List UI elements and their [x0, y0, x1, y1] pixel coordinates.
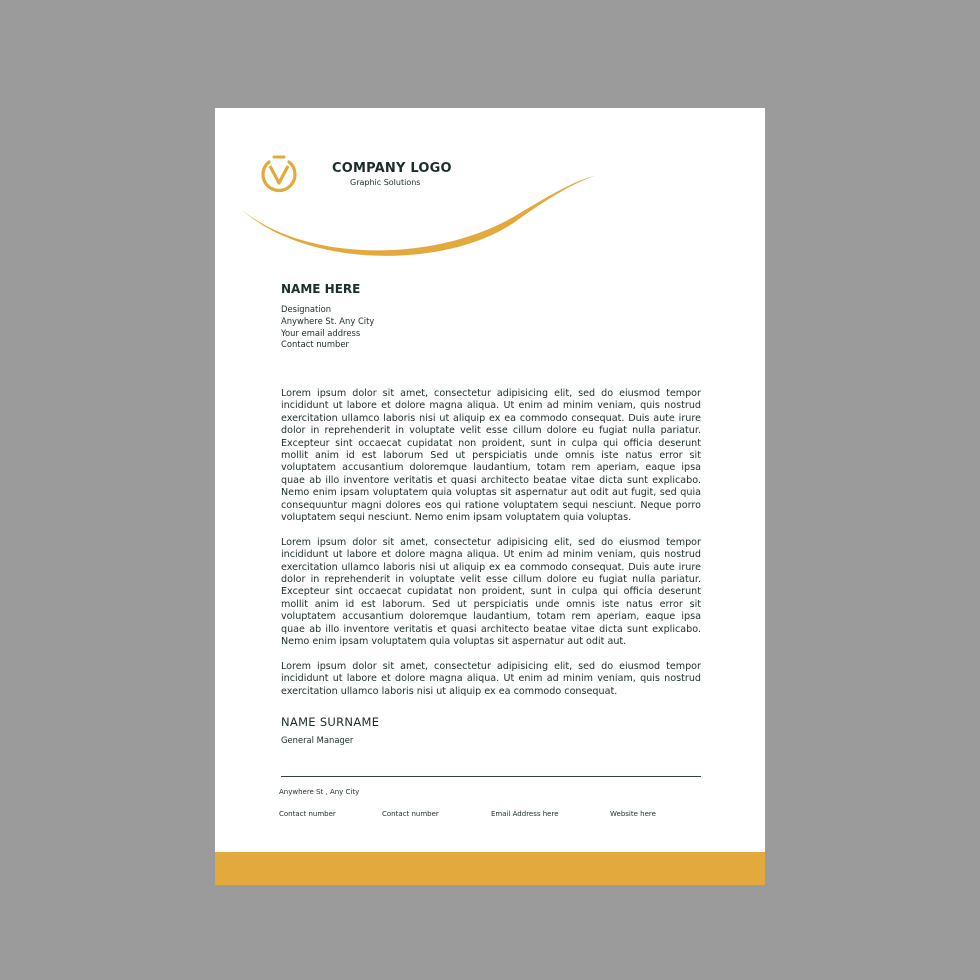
sender-address: Anywhere St. Any City [281, 315, 375, 326]
signature-block [281, 715, 379, 745]
footer-contact-2: Contact number [382, 810, 439, 818]
company-logo-text: COMPANY LOGO [332, 161, 452, 176]
letterhead-page [215, 108, 765, 885]
signature-name: NAME SURNAME [281, 715, 380, 729]
sender-contact: Contact number [281, 339, 349, 350]
footer-accent-bar [215, 852, 765, 885]
footer-contact: Contact number [279, 810, 336, 818]
sender-designation: Designation [281, 304, 332, 314]
body-paragraph: Lorem ipsum dolor sit amet, consectetur adipisicing elit, sed do eiusmod tempor incididunt ut labore et dolore magna aliqua. Ut enim ad minim veniam, quis nostrud exercitation ullamco laboris nisi ut aliquip ex ea commodo consequat. Duis aute irure dolor in reprehenderit in voluptate velit esse cillum dolore eu fugiat nulla pariatur. Excepteur sint occaecat cupidatat non proident, sunt in culpa qui officia deserunt mollit anim id est laborum Sed ut perspiciatis unde omnis iste natus error sit voluptatem accusantium doloremque laudantium, totam rem aperiam, eaque ipsa quae ab illo inventore veritatis et quasi architecto beatae vitae dicta sunt explicabo. Nemo enim ipsam voluptatem quia voluptas sit aspernatur aut odit aut fugit, sed quia consequuntur magni dolores eos qui ratione voluptatem sequi nesciunt. Neque porro voluptatem sequi nesciunt. Nemo enim ipsam voluptatem quia voluptas. [281, 388, 701, 524]
v-circle-logo-icon [259, 154, 299, 194]
sender-name: NAME HERE [281, 282, 361, 296]
sender-block [281, 282, 374, 351]
body-paragraph: Lorem ipsum dolor sit amet, consectetur adipisicing elit, sed do eiusmod tempor incididunt ut labore et dolore magna aliqua. Ut enim ad minim veniam, quis nostrud exercitation ullamco laboris nisi ut aliquip ex ea commodo consequat. Duis aute irure dolor in reprehenderit in voluptate velit esse cillum dolore eu fugiat nulla pariatur. Excepteur sint occaecat cupidatat non proident, sunt in culpa qui officia deserunt mollit anim id est laborum. Sed ut perspiciatis unde omnis iste natus error sit voluptatem accusantium doloremque laudantium, totam rem aperiam, eaque ipsa quae ab illo inventore veritatis et quasi architecto beatae vitae dicta sunt explicabo. Nemo enim ipsam voluptatem quia voluptas sit aspernatur aut odit aut. [281, 536, 701, 648]
company-tagline: Graphic Solutions [350, 178, 421, 187]
footer-website: Website here [610, 810, 656, 818]
footer-divider [281, 776, 701, 777]
body-paragraph: Lorem ipsum dolor sit amet, consectetur adipisicing elit, sed do eiusmod tempor incididunt ut labore et dolore magna aliqua. Ut enim ad minim veniam, quis nostrud exercitation ullamco laboris nisi ut aliquip ex ea commodo consequat. [281, 660, 701, 697]
letter-body [281, 388, 701, 711]
signature-title: General Manager [281, 735, 354, 745]
sender-email: Your email address [281, 327, 361, 338]
footer-email: Email Address here [491, 810, 559, 818]
footer-address: Anywhere St , Any City [279, 788, 360, 796]
